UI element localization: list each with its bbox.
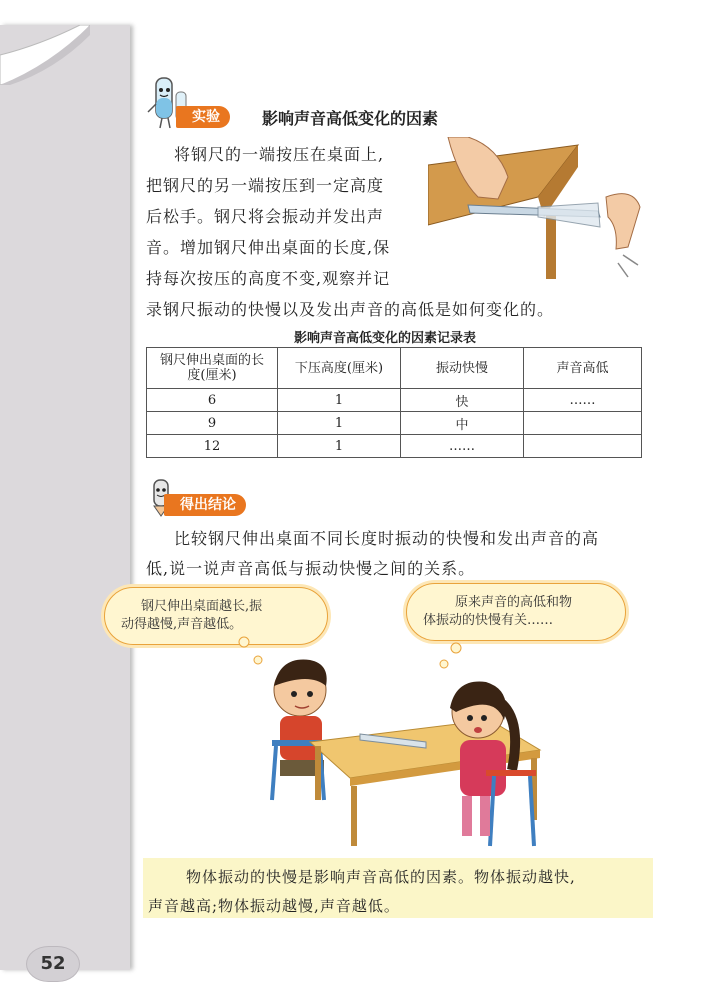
page-side-tab: [0, 25, 130, 970]
page-number: 52: [26, 946, 80, 982]
table-row: [147, 412, 642, 435]
record-table-title: 影响声音高低变化的因素记录表: [293, 331, 476, 346]
experiment-line-4: 音。增加钢尺伸出桌面的长度,保: [146, 238, 391, 257]
bubble-line: 体振动的快慢有关……: [423, 613, 554, 628]
table-cell: 6: [147, 389, 278, 412]
table-cell: 9: [147, 412, 278, 435]
experiment-line-5: 持每次按压的高度不变,观察并记: [146, 269, 391, 288]
experiment-title: 影响声音高低变化的因素: [262, 109, 439, 128]
conclusion-badge: 得出结论: [164, 494, 246, 516]
conclusion-line-1: 比较钢尺伸出桌面不同长度时振动的快慢和发出声音的高: [174, 529, 600, 548]
experiment-line-1: 将钢尺的一端按压在桌面上,: [174, 145, 385, 164]
table-cell: 1: [278, 412, 401, 435]
table-header-cell: [147, 348, 278, 389]
bubble-line: 原来声音的高低和物: [455, 595, 573, 610]
table-cell: 中: [401, 412, 524, 435]
bubble-line: 钢尺伸出桌面越长,振: [141, 599, 263, 614]
table-cell: 12: [147, 435, 278, 458]
experiment-line-3: 后松手。钢尺将会振动并发出声: [146, 207, 385, 226]
summary-line-1: 物体振动的快慢是影响声音高低的因素。物体振动越快,: [186, 868, 576, 886]
table-cell: 1: [278, 435, 401, 458]
table-header-row: [147, 348, 642, 389]
header-press-height: 下压高度(厘米): [278, 348, 401, 389]
children-at-desk-illustration: [250, 650, 560, 850]
page-curl-decoration: [0, 25, 90, 85]
header-length: 钢尺伸出桌面的长度(厘米): [159, 353, 264, 383]
table-cell: [524, 412, 642, 435]
girl-speech-bubble: [406, 583, 626, 641]
table-row: [147, 435, 642, 458]
header-vibration-speed: 振动快慢: [401, 348, 524, 389]
ruler-on-desk-illustration: [428, 137, 648, 279]
table-cell: ……: [401, 435, 524, 458]
bubble-line: 动得越慢,声音越低。: [121, 617, 243, 632]
conclusion-line-2: 低,说一说声音高低与振动快慢之间的关系。: [146, 559, 476, 578]
experiment-badge: 实验: [176, 106, 230, 128]
experiment-line-6: 录钢尺振动的快慢以及发出声音的高低是如何变化的。: [146, 300, 555, 319]
table-cell: 快: [401, 389, 524, 412]
table-row: [147, 389, 642, 412]
boy-speech-bubble: [104, 587, 328, 645]
header-pitch: 声音高低: [524, 348, 642, 389]
table-cell: ……: [524, 389, 642, 412]
record-table: [146, 347, 642, 458]
experiment-line-2: 把钢尺的另一端按压到一定高度: [146, 176, 385, 195]
summary-line-2: 声音越高;物体振动越慢,声音越低。: [148, 897, 400, 915]
table-cell: 1: [278, 389, 401, 412]
table-cell: [524, 435, 642, 458]
